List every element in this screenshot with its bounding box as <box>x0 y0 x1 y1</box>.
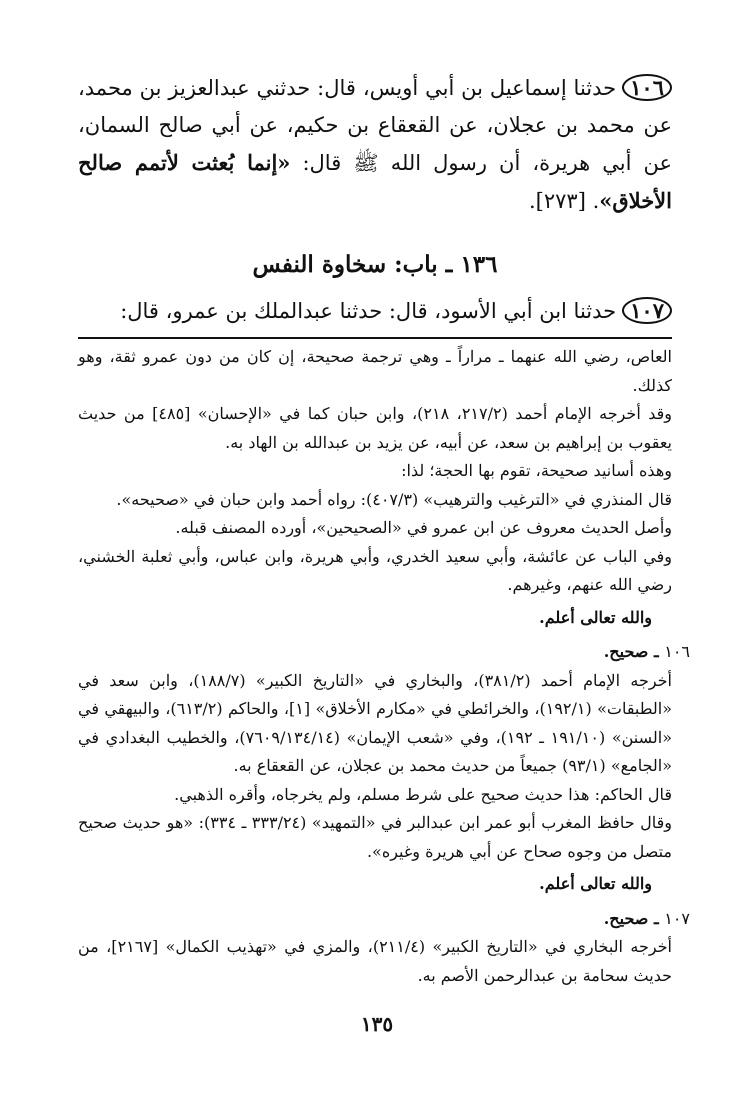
hadith-106 <box>78 70 672 220</box>
note-number-106: ١٠٦ <box>664 642 690 661</box>
main-text <box>78 70 672 330</box>
note-paragraph: أخرجه البخاري في «التاريخ الكبير» (٢١١/٤)، والمزي في «تهذيب الكمال» [٢١٦٧]، من حديث سحامة بن عبدالرحمن الأصم به. <box>78 937 673 985</box>
closing-phrase: والله تعالى أعلم. <box>539 607 652 627</box>
footnote-divider <box>78 337 672 339</box>
hadith-106-quote: «إنما بُعثت لأتمم صالح الأخلاق» <box>78 150 672 213</box>
note-grade-107: ـ صحيح. <box>603 908 659 928</box>
closing-phrase: والله تعالى أعلم. <box>539 874 652 893</box>
hadith-number-107: ١٠٧ <box>622 297 672 324</box>
note-paragraph: وقد أخرجه الإمام أحمد (٢١٧/٢، ٢١٨)، وابن حبان كما في «الإحسان» [٤٨٥] من حديث يعقوب بن إبراهيم بن سعد، عن أبيه، عن يزيد بن عبدالله بن الهاد به. <box>78 404 673 452</box>
note-paragraph: وفي الباب عن عائشة، وأبي سعيد الخدري، وأبي هريرة، وابن عباس، وأبي ثعلبة الخشني، رضي الله عنهم، وغيرهم. <box>78 546 672 594</box>
note-heading-107 <box>78 905 690 934</box>
note-paragraph: قال المنذري في «الترغيب والترهيب» (٤٠٧/٣): رواه أحمد وابن حبان في «صحيحه». <box>116 489 672 509</box>
note-grade-106: ـ صحيح. <box>603 642 659 661</box>
note-paragraph: العاص، رضي الله عنهما ـ مراراً ـ وهي ترجمة صحيحة، إن كان من دون عمرو ثقة، وهو كذلك. <box>78 347 672 395</box>
note-heading-106 <box>78 638 690 667</box>
hadith-106-text: حدثنا إسماعيل بن أبي أويس، قال: حدثني عبدالعزيز بن محمد، عن محمد بن عجلان، عن القعقاع بن حكيم، عن أبي صالح السمان، عن أبي هريرة، أن رسول الله ﷺ قال: <box>78 76 673 175</box>
hadith-107-text: حدثنا ابن أبي الأسود، قال: حدثنا عبدالملك بن عمرو، قال: <box>120 299 617 323</box>
note-number-107: ١٠٧ <box>664 908 690 928</box>
hadith-106-ref: . [٢٧٣]. <box>528 189 600 213</box>
note-paragraph: قال الحاكم: هذا حديث صحيح على شرط مسلم، ولم يخرجاه، وأقره الذهبي. <box>174 784 672 804</box>
chapter-heading: ١٣٦ ـ باب: سخاوة النفس <box>252 251 498 278</box>
note-paragraph: وهذه أسانيد صحيحة، تقوم بها الحجة؛ لذا: <box>401 461 672 480</box>
page-number: ١٣٥ <box>360 1012 394 1036</box>
note-paragraph: وقال حافظ المغرب أبو عمر ابن عبدالبر في «التمهيد» (٣٣٣/٢٤ ـ ٣٣٤): «هو حديث صحيح متصل من وجوه صحاح عن أبي هريرة وغيره». <box>78 813 672 861</box>
hadith-107 <box>78 293 672 330</box>
hadith-number-106: ١٠٦ <box>622 74 672 101</box>
footnotes <box>78 343 690 990</box>
note-paragraph: أخرجه الإمام أحمد (٣٨١/٢)، والبخاري في «التاريخ الكبير» (١٨٨/٧)، وابن سعد في «الطبقات» (١٩٢/١)، والخرائطي في «مكارم الأخلاق» [١]، والحاكم (٦١٣/٢)، والبيهقي في «السنن» (١٩١/١٠ ـ ١٩٢)، وفي «شعب الإيمان» (٧٦٠٩/١٣٤/١٤)، والخطيب البغدادي في «الجامع» (٩٣/١) جميعاً من حديث محمد بن عجلان، عن القعقاع به. <box>78 670 673 775</box>
note-paragraph: وأصل الحديث معروف عن ابن عمرو في «الصحيحين»، أورده المصنف قبله. <box>175 518 672 537</box>
